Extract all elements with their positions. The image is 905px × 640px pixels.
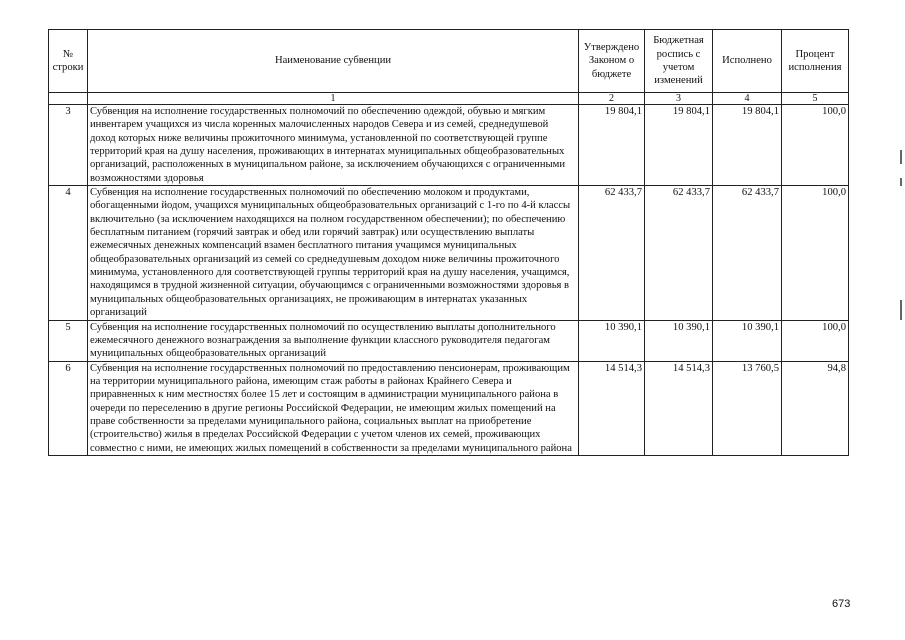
row-number: 3 — [49, 105, 88, 186]
executed-value: 13 760,5 — [713, 361, 782, 455]
executed-value: 19 804,1 — [713, 105, 782, 186]
schedule-value: 14 514,3 — [645, 361, 713, 455]
percent-value: 100,0 — [782, 320, 849, 361]
header-row-number: № строки — [49, 30, 88, 93]
approved-value: 19 804,1 — [579, 105, 645, 186]
column-number-empty — [49, 93, 88, 105]
percent-value: 100,0 — [782, 186, 849, 320]
column-number: 5 — [782, 93, 849, 105]
column-number: 1 — [88, 93, 579, 105]
scan-edge-mark — [900, 300, 902, 320]
subventions-table — [48, 29, 849, 456]
schedule-value: 19 804,1 — [645, 105, 713, 186]
table-row — [49, 186, 849, 320]
approved-value: 62 433,7 — [579, 186, 645, 320]
approved-value: 10 390,1 — [579, 320, 645, 361]
header-budget-schedule: Бюджетная роспись с учетом изменений — [645, 30, 713, 93]
subvention-name: Субвенция на исполнение государственных полномочий по обеспечению одеждой, обувью и мягким инвентарем учащихся из числа коренных малочисленных народов Севера и из семей, среднедушевой доход которых ниже величины прожиточного минимума, установленной по соответствующей группе территорий края на душу населения, проживающих в интернатах муниципальных общеобразовательных организаций, расположенных в муниципальном районе, за исключением обучающихся с ограниченными возможностями здоровья — [88, 105, 579, 186]
table-row — [49, 361, 849, 455]
schedule-value: 10 390,1 — [645, 320, 713, 361]
table-row — [49, 320, 849, 361]
subvention-name: Субвенция на исполнение государственных полномочий по предоставлению пенсионерам, проживающим на территории муниципального района, имеющим стаж работы в районах Крайнего Севера и приравненных к ним местностях более 15 лет и состоящим в администрации муниципального района в очереди по переселению в другие регионы Российской Федерации, не имеющим жилых помещений на праве собственности за пределами муниципального района, социальных выплат на приобретение (строительство) жилья в пределах Российской Федерации с учетом членов их семей, проживающих совместно с ними, не имеющих жилых помещений в собственности за пределами муниципального района — [88, 361, 579, 455]
executed-value: 62 433,7 — [713, 186, 782, 320]
column-number: 2 — [579, 93, 645, 105]
approved-value: 14 514,3 — [579, 361, 645, 455]
row-number: 6 — [49, 361, 88, 455]
table-row — [49, 105, 849, 186]
table-header-row — [49, 30, 849, 93]
executed-value: 10 390,1 — [713, 320, 782, 361]
scan-edge-mark — [900, 178, 902, 186]
header-subvention-name: Наименование субвенции — [88, 30, 579, 93]
percent-value: 100,0 — [782, 105, 849, 186]
percent-value: 94,8 — [782, 361, 849, 455]
subvention-name: Субвенция на исполнение государственных полномочий по осуществлению выплаты дополнительного ежемесячного денежного вознаграждения за выполнение функции классного руководителя педагогам муниципальных общеобразовательных организаций — [88, 320, 579, 361]
row-number: 5 — [49, 320, 88, 361]
column-number: 3 — [645, 93, 713, 105]
row-number: 4 — [49, 186, 88, 320]
column-number-row — [49, 93, 849, 105]
header-executed: Исполнено — [713, 30, 782, 93]
page-number: 673 — [832, 598, 851, 610]
header-percent: Процент исполнения — [782, 30, 849, 93]
scan-edge-mark — [900, 150, 902, 164]
header-approved: Утверждено Законом о бюджете — [579, 30, 645, 93]
subvention-name: Субвенция на исполнение государственных полномочий по обеспечению молоком и продуктами, обогащенными йодом, учащихся муниципальных общеобразовательных организаций с 1-го по 4-й классы включительно (за исключением находящихся на полном государственном обеспечении); по обеспечению бесплатным питанием (горячий завтрак и обед или горячий завтрак) или осуществлению выплаты ежемесячных денежных компенсаций взамен бесплатного питания учащимся муниципальных общеобразовательных организаций из семей со среднедушевым доходом ниже величины прожиточного минимума, установленного для соответствующей группы территорий края на душу населения, учащимся, находящимся в трудной жизненной ситуации, обучающимся с ограниченными возможностями здоровья в муниципальных общеобразовательных организациях, не проживающим в интернатах указанных организаций — [88, 186, 579, 320]
column-number: 4 — [713, 93, 782, 105]
schedule-value: 62 433,7 — [645, 186, 713, 320]
